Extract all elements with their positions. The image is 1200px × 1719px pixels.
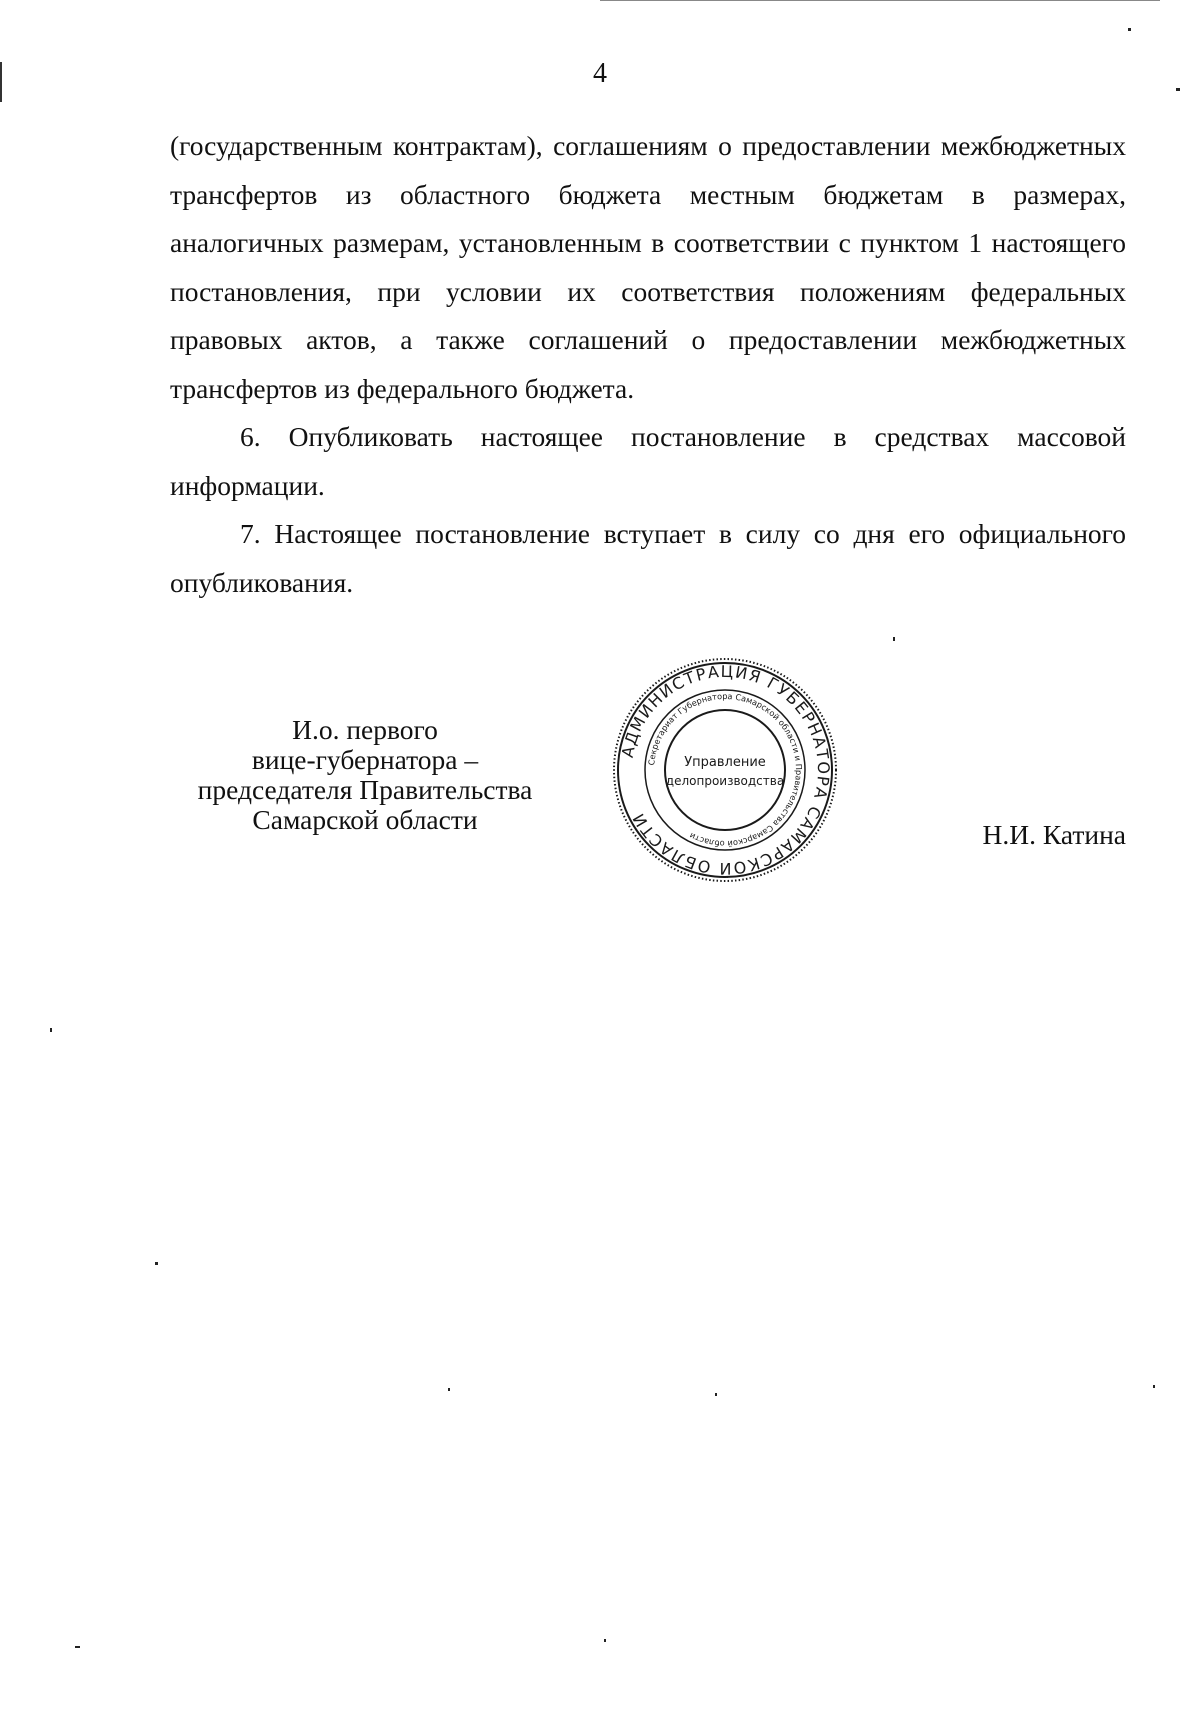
document-body: [170, 122, 1126, 607]
official-seal-stamp: [610, 655, 840, 885]
signatory-title-line: Самарской области: [252, 804, 478, 835]
scan-edge-line: [600, 0, 1160, 1]
seal-middle-ring: [645, 690, 805, 850]
seal-center-line-1: Управление: [684, 755, 766, 770]
paragraph-continuation: (государственным контрактам), соглашениям о предоставлении межбюджетных трансфертов из областного бюджета местным бюджетам в размерах, аналогичных размерам, установленным в соответствии с пунктом 1 настоящего постановления, при условии их соответствия положениям федеральных правовых актов, а также соглашений о предоставлении межбюджетных трансфертов из федерального бюджета.: [170, 130, 1126, 404]
scan-speck: [155, 1262, 158, 1265]
page-number: 4: [593, 58, 607, 89]
scan-speck: [1153, 1385, 1155, 1388]
signatory-title-line: И.о. первого: [292, 714, 438, 745]
signatory-name: Н.И. Катина: [982, 819, 1126, 850]
scan-speck: [75, 1646, 80, 1648]
paragraph-item-6: 6. Опубликовать настоящее постановление в средствах массовой информации.: [170, 421, 1126, 501]
signatory-title-line: вице-губернатора –: [251, 744, 479, 775]
seal-center-line-2: делопроизводства: [665, 774, 785, 788]
scan-speck: [893, 637, 895, 641]
seal-graphic: [610, 655, 840, 885]
scan-speck: [1128, 28, 1131, 31]
scan-speck: [1176, 88, 1180, 91]
seal-outer-text: АДМИНИСТРАЦИЯ ГУБЕРНАТОРА САМАРСКОЙ ОБЛАСТИ: [617, 661, 834, 879]
seal-inner-text: Секретариат Губернатора Самарской области и Правительства Самарской области: [646, 690, 805, 850]
scan-speck: [448, 1388, 450, 1391]
signatory-title: [175, 715, 555, 835]
scan-speck: [604, 1639, 606, 1642]
seal-inner-ring: [665, 710, 785, 830]
paragraph-item-7: 7. Настоящее постановление вступает в силу со дня его официального опубликования.: [170, 518, 1126, 598]
scan-speck: [50, 1028, 52, 1032]
signatory-title-line: председателя Правительства: [197, 774, 533, 805]
scan-speck: [715, 1393, 717, 1396]
